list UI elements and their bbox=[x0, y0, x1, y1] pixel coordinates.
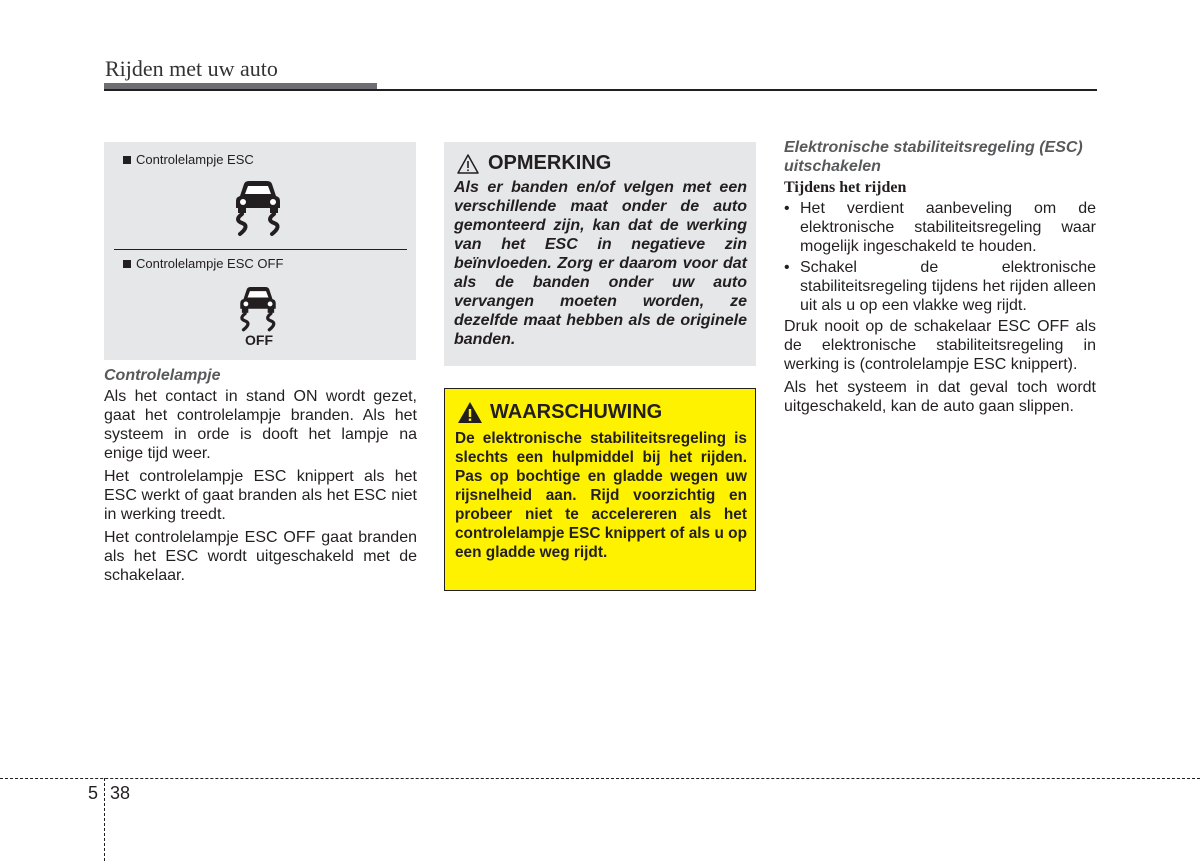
esc-off-skidding-car-icon bbox=[233, 283, 283, 333]
warning-body: De elektronische stabiliteitsregeling is slechts een hulpmiddel bij het rijden. Pas op bochtige en gladde wegen uw rijsnelheid aan. Rijd voorzichtig en probeer niet te accelereren als het controlelampje ESC knippert of als u op een gladde weg rijdt. bbox=[455, 430, 747, 561]
warning-title: WAARSCHUWING bbox=[457, 401, 662, 424]
footer-vertical-dashed-rule bbox=[104, 778, 105, 861]
section-subheading: Controlelampje bbox=[104, 367, 221, 384]
chapter-number: 5 bbox=[88, 783, 99, 803]
paragraph: Het controlelampje ESC OFF gaat branden als het ESC wordt uitgeschakeld met de schakelaar. bbox=[104, 529, 417, 584]
header-rule bbox=[104, 89, 1097, 91]
bullet-dot-icon: • bbox=[784, 200, 790, 217]
esc-off-label: OFF bbox=[245, 332, 273, 348]
note-body: Als er banden en/of velgen met een verschillende maat onder de auto gemonteerd zijn, kan dat de werking van het ESC in negatieve zin beïnvloeden. Zorg er daarom voor dat als de banden onder uw auto vervangen moeten worden, ze dezelfde maat hebben als de originele banden. bbox=[454, 179, 747, 348]
page-number: 38 bbox=[110, 783, 131, 803]
lamp-label-esc: Controlelampje ESC bbox=[123, 152, 254, 167]
bullet-dot-icon: • bbox=[784, 259, 790, 276]
section-subheading: Elektronische stabiliteitsregeling (ESC) uitschakelen bbox=[784, 139, 1083, 175]
esc-uitschakelen-section bbox=[784, 138, 1096, 420]
paragraph: Het controlelampje ESC knippert als het ESC werkt of gaat branden als het ESC niet in werking treedt. bbox=[104, 468, 417, 523]
paragraph: Als het contact in stand ON wordt gezet, gaat het controlelampje branden. Als het systeem in orde is dooft het lampje na enige tijd weer. bbox=[104, 388, 417, 462]
bullet-item: • Het verdient aanbeveling om de elektronische stabiliteitsregeling waar mogelijk ingeschakeld te houden. bbox=[784, 200, 1096, 255]
warning-triangle-icon bbox=[457, 401, 483, 424]
square-bullet-icon bbox=[123, 156, 131, 164]
note-box bbox=[444, 142, 756, 366]
section-serif-heading: Tijdens het rijden bbox=[784, 179, 907, 196]
lamp-divider bbox=[114, 249, 407, 250]
indicator-lamp-panel bbox=[104, 142, 416, 360]
caution-outline-icon bbox=[456, 153, 480, 175]
paragraph: Druk nooit op de schakelaar ESC OFF als de elektronische stabiliteitsregeling in werking is (controlelampje ESC knippert). bbox=[784, 318, 1096, 373]
esc-skidding-car-icon bbox=[228, 176, 288, 238]
page-header-title: Rijden met uw auto bbox=[105, 56, 278, 81]
lamp-label-esc-off: Controlelampje ESC OFF bbox=[123, 256, 283, 271]
warning-box bbox=[444, 388, 756, 591]
footer-dashed-rule bbox=[0, 778, 1200, 779]
bullet-item: • Schakel de elektronische stabiliteitsregeling tijdens het rijden alleen uit als u op een vlakke weg rijdt. bbox=[784, 259, 1096, 314]
square-bullet-icon bbox=[123, 260, 131, 268]
paragraph: Als het systeem in dat geval toch wordt uitgeschakeld, kan de auto gaan slippen. bbox=[784, 379, 1096, 415]
note-title: OPMERKING bbox=[456, 152, 611, 175]
controlelampje-section bbox=[104, 366, 417, 589]
